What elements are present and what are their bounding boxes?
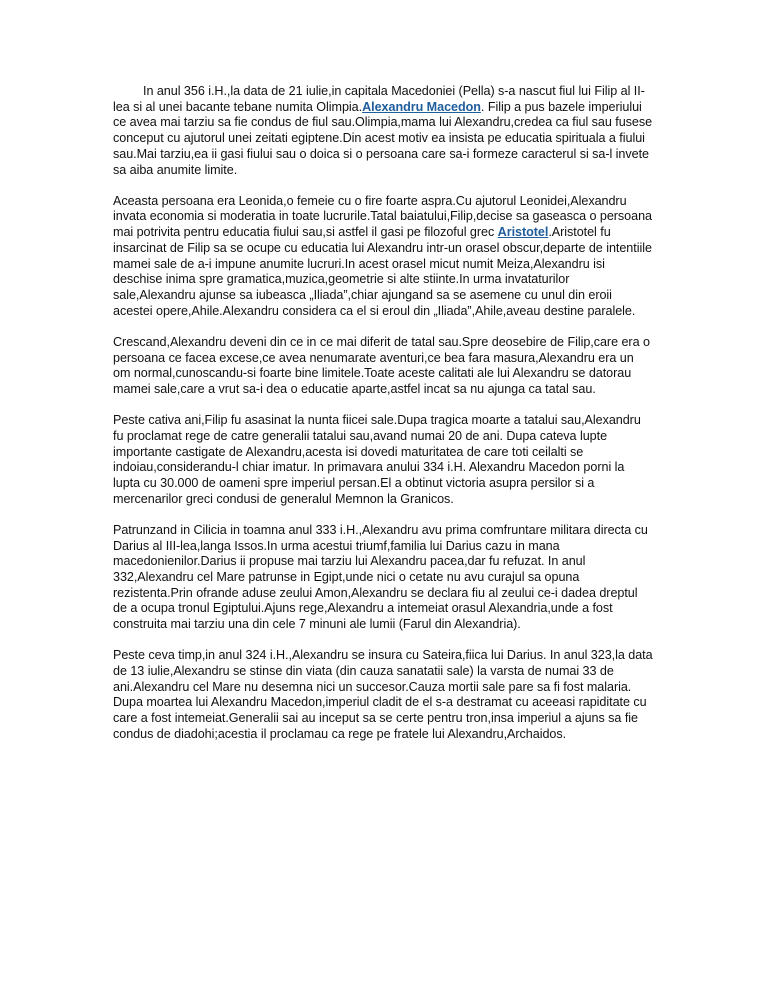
paragraph-2-text-a: Aceasta persoana era Leonida,o femeie cu o fire foarte aspra.Cu ajutorul Leonidei,Alexandru invata economia si moderatia in toate lucrurile.Tatal baiatului,Filip,decise sa gaseasca o persoana mai potrivita pentru educatia fiului sau,si astfel il gasi pe filozoful grec [113,193,652,240]
paragraph-2 [113,194,653,320]
paragraph-1 [113,84,653,178]
paragraph-2-text-b: .Aristotel fu insarcinat de Filip sa se ocupe cu educatia lui Alexandru intr-un orasel obscur,departe de intentiile mamei sale de a-i impune anumite lucruri.In acest orasel micut numit Meiza,Alexandru isi deschise inima spre gramatica,muzica,geometrie si alte stiinte.In urma invataturilor sale,Alexandru ajunse sa iubeasca „Iliada”,chiar ajungand sa se asemene cu unul din eroii acestei opere,Ahile.Alexandru considera ca el si eroul din „Iliada”,Ahile,aveau destine paralele. [113,225,652,318]
paragraph-1-text-b: . Filip a pus bazele imperiului ce avea mai tarziu sa fie condus de fiul sau.Olimpia,mama lui Alexandru,credea ca fiul sau fusese conceput cu ajutorul unei zeitati egiptene.Din acest motiv ea insista pe educatia spirituala a fiului sau.Mai tarziu,ea ii gasi fiului sau o doica si o persoana care sa-i formeze caracterul si sa-l invete sa aiba anumite limite. [113,99,653,177]
link-alexandru-macedon[interactable]: Alexandru Macedon [362,99,481,114]
paragraph-1-text-a: In anul 356 i.H.,la data de 21 iulie,in capitala Macedoniei (Pella) s-a nascut fiul lui Filip al II-lea si al unei bacante tebane numita Olimpia. [113,84,645,114]
link-aristotel[interactable]: Aristotel [497,225,549,240]
paragraph-6: Peste ceva timp,in anul 324 i.H.,Alexandru se insura cu Sateira,fiica lui Darius. In anul 323,la data de 13 iulie,Alexandru se stinse din viata (din cauza sanatatii sale) la varsta de numai 33 de ani.Alexandru cel Mare nu desemna nici un succesor.Cauza mortii sale pare sa fi fost malaria. Dupa moartea lui Alexandru Macedon,imperiul cladit de el s-a destramat cu aceeasi rapiditate cu care a fost intemeiat.Generalii sai au inceput sa se certe pentru tron,insa imperiul a ajuns sa fie condus de diadohi;acestia il proclamau ca rege pe fratele lui Alexandru,Archaidos. [113,648,653,741]
paragraph-3: Crescand,Alexandru deveni din ce in ce mai diferit de tatal sau.Spre deosebire de Filip,care era o persoana ce facea excese,ce avea nenumarate aventuri,ce bea fara masura,Alexandru era un om normal,cunoscandu-si foarte bine limitele.Toate aceste calitati ale lui Alexandru se datorau mamei sale,care a vrut sa-i dea o educatie aparte,astfel incat sa nu ajunga ca tatal sau. [113,334,650,396]
paragraph-5: Patrunzand in Cilicia in toamna anul 333 i.H.,Alexandru avu prima comfruntare militara directa cu Darius al III-lea,langa Issos.In urma acestui triumf,familia lui Darius cazu in mana macedonienilor.Darius ii propuse mai tarziu lui Alexandru pacea,dar fu refuzat. In anul 332,Alexandru cel Mare patrunse in Egipt,unde nici o cetate nu avu curajul sa opuna rezistenta.Prin ofrande aduse zeului Amon,Alexandru se declara fiu al zeului ce-i dadea dreptul de a ocupa tronul Egiptului.Ajuns rege,Alexandru a intemeiat orasul Alexandria,unde a fost construita mai tarziu una din cele 7 minuni ale lumii (Farul din Alexandria). [113,522,648,632]
paragraph-4: Peste cativa ani,Filip fu asasinat la nunta fiicei sale.Dupa tragica moarte a tatalui sau,Alexandru fu proclamat rege de catre generalii tatalui sau,avand numai 20 de ani. Dupa cateva lupte importante castigate de Alexandru,acesta isi dovedi maturitatea de care toti ceilalti se indoiau,considerandu-l chiar imatur. In primavara anului 334 i.H. Alexandru Macedon porni la lupta cu 30.000 de oameni spre imperiul persan.El a obtinut victoria asupra persilor si a mercenarilor greci condusi de generalul Memnon la Granicos. [113,413,641,506]
